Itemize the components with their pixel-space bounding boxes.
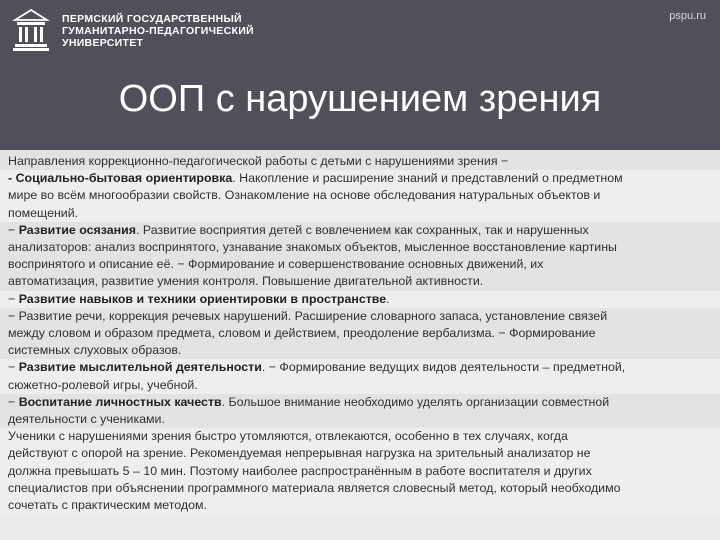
item-text: помещений.: [8, 205, 79, 220]
item-dash: −: [8, 291, 19, 306]
site-link[interactable]: pspu.ru: [669, 10, 706, 22]
body-line: [0, 463, 720, 480]
final-text: действуют с опорой на зрение. Рекомендуемая непрерывная нагрузка на зрительный анализатор не: [8, 446, 591, 461]
item-dash: −: [8, 394, 19, 409]
body-line: [0, 411, 720, 428]
body-line: [0, 222, 720, 239]
item-heading: Развитие мыслительной деятельности: [18, 360, 262, 375]
final-text: Ученики с нарушениями зрения быстро утомляются, отвлекаются, особенно в тех случаях, когда: [8, 429, 568, 444]
body-line: [0, 342, 720, 359]
item-text: между словом и образом предмета, словом и действием, преодоление вербализма. − Формирование: [8, 326, 596, 341]
final-text: специалистов при объяснении программного материала является словесный метод, который необходимо: [8, 480, 621, 495]
item-heading: Развитие навыков и техники ориентировки в пространстве: [18, 291, 387, 306]
body-line: [0, 239, 720, 256]
slide-body: [0, 150, 720, 540]
body-line: [0, 205, 720, 222]
final-text: сочетать с практическим методом.: [8, 498, 207, 513]
intro-text: Направления коррекционно-педагогической работы с детьми с нарушениями зрения −: [8, 154, 509, 168]
slide-header: [0, 0, 720, 150]
body-line: [0, 273, 720, 290]
body-line: [0, 187, 720, 204]
item-dash: −: [8, 222, 19, 237]
body-line: [0, 150, 720, 170]
body-line: [0, 445, 720, 462]
item-text: деятельности с учениками.: [8, 412, 165, 427]
item-text: мире во всём многообразии свойств. Ознакомление на основе обследования натуральных объектов и: [8, 188, 601, 203]
item-heading: Развитие осязания: [18, 222, 136, 237]
item-text: − Развитие речи, коррекция речевых нарушений. Расширение словарного запаса, установление связей: [8, 308, 608, 323]
body-line: [0, 394, 720, 411]
body-line: [0, 428, 720, 445]
item-dash: −: [8, 360, 19, 375]
university-building-icon: [12, 8, 50, 52]
item-text: системных слуховых образов.: [8, 343, 182, 358]
item-heading: - Социально-бытовая ориентировка: [8, 171, 233, 186]
university-name-line: ГУМАНИТАРНО-ПЕДАГОГИЧЕСКИЙ: [62, 25, 254, 37]
item-text: воспринятого и описание её. − Формирование и совершенствование основных движений, их: [8, 257, 544, 272]
item-text: . Развитие восприятия детей с вовлечением как сохранных, так и нарушенных: [136, 222, 589, 237]
body-line: [0, 480, 720, 497]
body-line: [0, 377, 720, 394]
item-text: анализаторов: анализ воспринятого, узнавание знакомых объектов, мысленное восстановление картины: [8, 240, 617, 255]
body-line: [0, 170, 720, 187]
item-text: . Большое внимание необходимо уделять организации совместной: [221, 394, 610, 409]
item-text: сюжетно-ролевой игры, учебной.: [8, 377, 198, 392]
item-text: . Накопление и расширение знаний и представлений о предметном: [232, 171, 623, 186]
body-line: [0, 291, 720, 308]
body-line: [0, 256, 720, 273]
body-line: [0, 359, 720, 376]
university-name: [62, 13, 254, 49]
university-name-line: ПЕРМСКИЙ ГОСУДАРСТВЕННЫЙ: [62, 13, 242, 25]
slide-title: ООП с нарушением зрения: [118, 78, 602, 120]
item-text: . − Формирование ведущих видов деятельности – предметной,: [261, 360, 626, 375]
body-line: [0, 325, 720, 342]
body-line: [0, 308, 720, 325]
item-text: .: [386, 291, 390, 306]
university-name-line: УНИВЕРСИТЕТ: [62, 37, 144, 49]
final-text: должна превышать 5 – 10 мин. Поэтому наиболее распространённым в работе воспитателя и других: [8, 463, 592, 478]
body-line: [0, 497, 720, 514]
item-text: автоматизация, развитие умения контроля. Повышение двигательной активности.: [8, 274, 484, 289]
item-heading: Воспитание личностных качеств: [18, 394, 222, 409]
